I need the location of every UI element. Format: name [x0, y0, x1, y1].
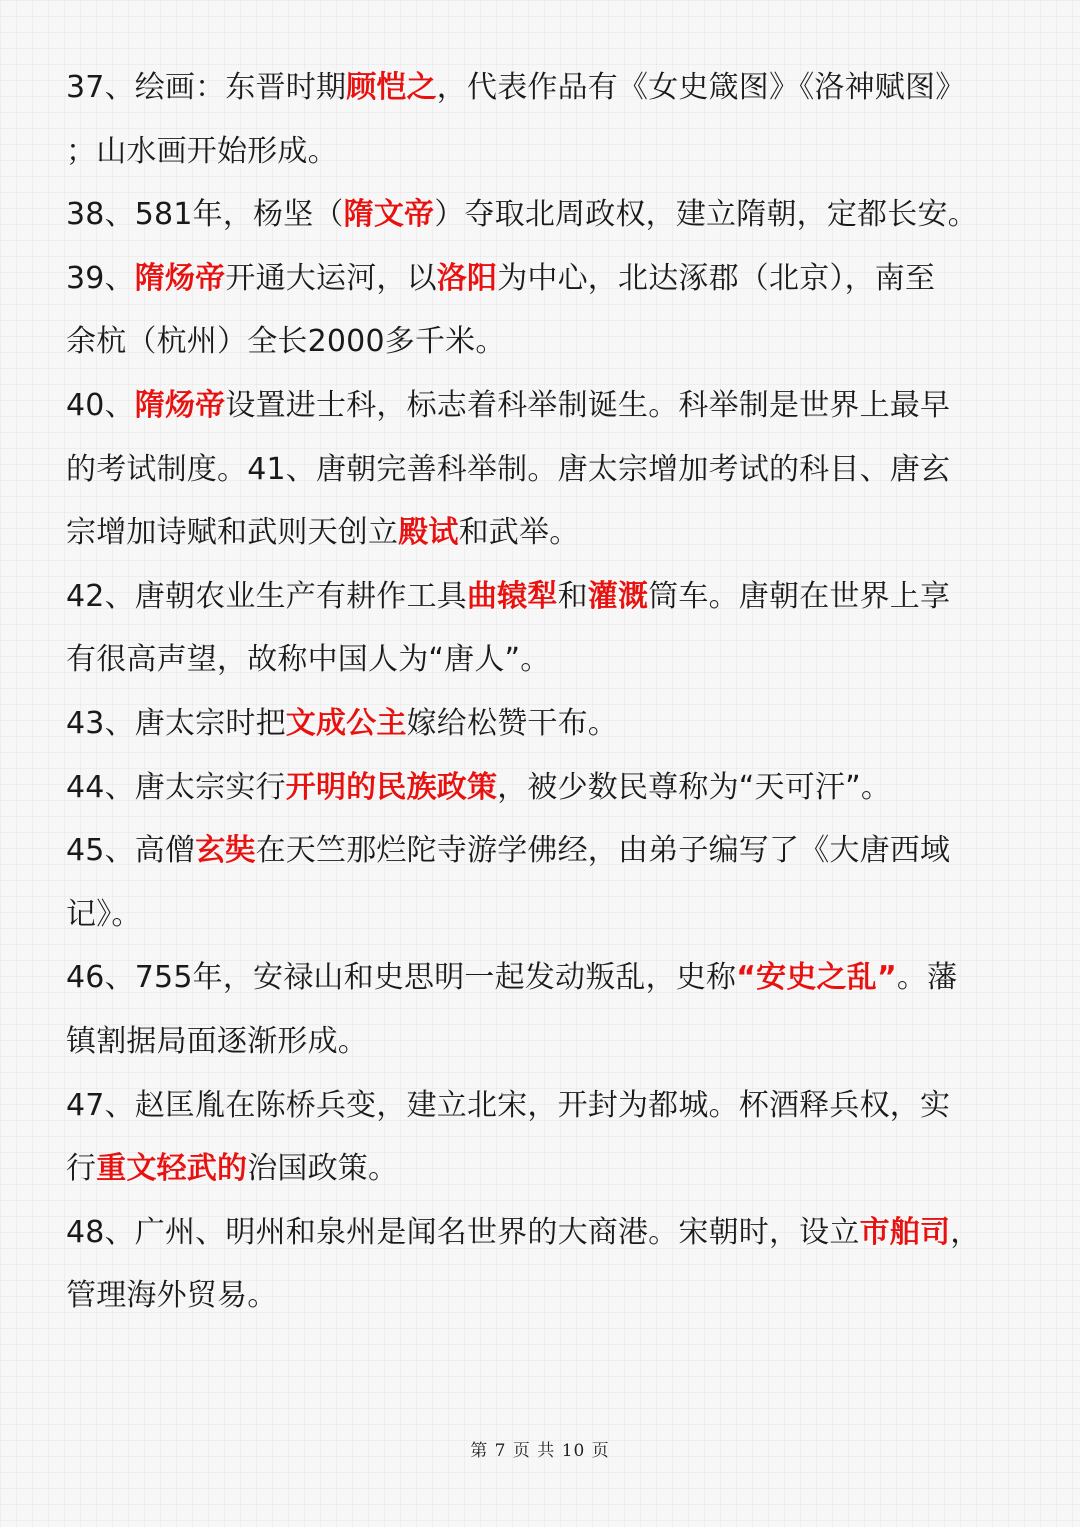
text-segment: 。藩: [896, 960, 958, 996]
text-segment: 嫁给松赞干布。: [406, 705, 618, 741]
highlighted-term: 隋炀帝: [134, 260, 226, 296]
highlighted-term: 开明的民族政策: [285, 769, 498, 805]
text-segment: 的考试制度。41、唐朝完善科举制。唐太宗增加考试的科目、唐玄: [66, 451, 951, 487]
text-line: [66, 183, 1036, 247]
page-footer: 第 7 页 共 10 页: [470, 1441, 610, 1461]
highlighted-term: 隋炀帝: [134, 387, 226, 423]
highlighted-term: 隋文帝: [343, 197, 435, 233]
text-line: [66, 1074, 1036, 1138]
text-segment: 48、广州、明州和泉州是闻名世界的大商港。宋朝时，设立: [66, 1214, 860, 1250]
text-segment: 筒车。唐朝在世界上享: [648, 578, 951, 614]
text-segment: 和: [557, 578, 588, 614]
highlighted-term: 市舶司: [859, 1214, 951, 1250]
text-line: [66, 819, 1036, 883]
highlighted-term: 灌溉: [587, 578, 649, 614]
text-segment: 记》。: [66, 896, 142, 932]
text-line: [66, 756, 1036, 820]
text-segment: 有很高声望，故称中国人为“唐人”。: [66, 642, 551, 678]
text-line: [66, 628, 1036, 692]
text-segment: 余杭（杭州）全长2000多千米。: [66, 324, 506, 360]
text-line: [66, 374, 1036, 438]
highlighted-term: 文成公主: [285, 705, 407, 741]
text-segment: 管理海外贸易。: [66, 1278, 278, 1314]
text-segment: 43、唐太宗时把: [66, 705, 286, 741]
text-segment: 宗增加诗赋和武则天创立: [66, 515, 399, 551]
text-line: [66, 1201, 1036, 1265]
text-segment: 40、: [66, 387, 135, 423]
text-segment: 38、581年，杨坚（: [66, 197, 344, 233]
text-segment: 46、755年，安禄山和史思明一起发动叛乱，史称: [66, 960, 737, 996]
highlighted-term: “安史之乱”: [736, 960, 897, 996]
text-line: [66, 310, 1036, 374]
text-segment: 为中心，北达涿郡（北京），南至: [497, 260, 936, 296]
highlighted-term: 殿试: [398, 515, 459, 551]
text-line: [66, 1010, 1036, 1074]
highlighted-term: 洛阳: [436, 260, 498, 296]
text-line: [66, 946, 1036, 1010]
text-segment: 39、: [66, 260, 135, 296]
text-segment: ，代表作品有《女史箴图》《洛神赋图》: [436, 70, 966, 105]
text-line: [66, 501, 1036, 565]
text-line: [66, 56, 1036, 120]
highlighted-term: 顾恺之: [346, 70, 437, 105]
text-segment: ，被少数民尊称为“天可汗”。: [497, 769, 892, 805]
text-segment: 行: [66, 1151, 97, 1187]
text-segment: 设置进士科，标志着科举制诞生。科举制是世界上最早: [225, 387, 951, 423]
text-line: [66, 438, 1036, 502]
text-segment: 42、唐朝农业生产有耕作工具: [66, 578, 467, 614]
text-line: [66, 692, 1036, 756]
text-segment: 开通大运河，以: [225, 260, 437, 296]
text-line: [66, 1264, 1036, 1328]
text-line: [66, 247, 1036, 311]
text-line: [66, 1137, 1036, 1201]
document-body: [66, 56, 1036, 1328]
text-segment: 44、唐太宗实行: [66, 769, 286, 805]
highlighted-term: 曲辕犁: [466, 578, 558, 614]
highlighted-term: 重文轻武的: [96, 1151, 248, 1187]
highlighted-term: 玄奘: [195, 833, 256, 869]
text-segment: 47、赵匡胤在陈桥兵变，建立北宋，开封为都城。杯酒释兵权，实: [66, 1087, 951, 1123]
text-line: [66, 565, 1036, 629]
text-segment: 45、高僧: [66, 833, 196, 869]
text-segment: 在天竺那烂陀寺游学佛经，由弟子编写了《大唐西域: [255, 833, 951, 869]
text-segment: ；山水画开始形成。: [66, 133, 338, 169]
text-line: [66, 120, 1036, 184]
text-segment: 镇割据局面逐渐形成。: [66, 1023, 368, 1059]
text-line: [66, 883, 1036, 947]
text-segment: ）夺取北周政权，建立隋朝，定都长安。: [434, 197, 978, 233]
text-segment: 和武举。: [458, 515, 580, 551]
text-segment: ，: [950, 1214, 981, 1250]
text-segment: 治国政策。: [247, 1151, 399, 1187]
text-segment: 37、绘画：东晋时期: [66, 70, 347, 105]
